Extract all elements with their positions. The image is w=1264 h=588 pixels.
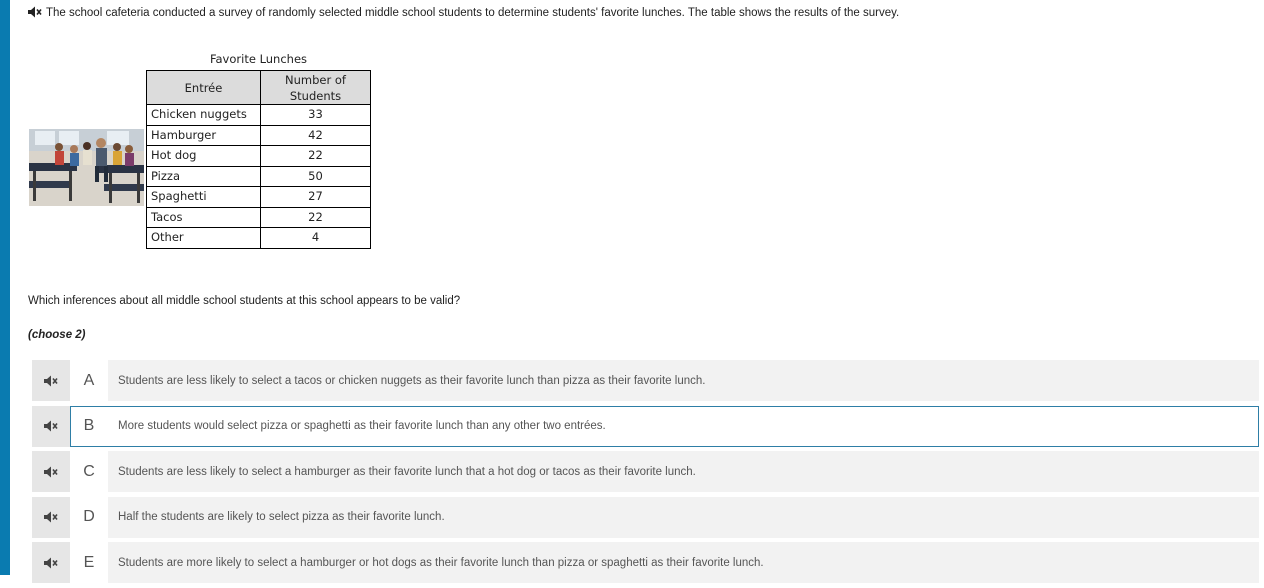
entree-cell: Tacos xyxy=(147,207,261,228)
mute-icon xyxy=(44,466,58,478)
answer-option-a[interactable] xyxy=(32,360,1259,401)
entree-cell: Pizza xyxy=(147,166,261,187)
option-letter: B xyxy=(70,406,108,447)
answer-option-c[interactable] xyxy=(32,451,1259,492)
table-row xyxy=(147,207,371,228)
students-cafeteria-photo xyxy=(29,129,144,206)
entree-cell: Hamburger xyxy=(147,125,261,146)
count-cell: 33 xyxy=(261,105,371,126)
count-cell: 22 xyxy=(261,146,371,167)
favorite-lunches-table xyxy=(146,52,371,249)
mute-button[interactable] xyxy=(32,360,70,401)
option-letter: A xyxy=(70,360,108,401)
mute-icon[interactable] xyxy=(28,6,42,18)
option-text: Students are more likely to select a hamburger or hot dogs as their favorite lunch than pizza or spaghetti as their favorite lunch. xyxy=(118,556,764,569)
answer-option-d[interactable] xyxy=(32,497,1259,538)
column-header-entree: Entrée xyxy=(147,71,261,105)
option-text: Students are less likely to select a tacos or chicken nuggets as their favorite lunch than pizza as their favorite lunch. xyxy=(118,374,706,387)
table-row xyxy=(147,146,371,167)
mute-icon xyxy=(44,420,58,432)
table-row xyxy=(147,125,371,146)
table-row xyxy=(147,228,371,249)
count-cell: 27 xyxy=(261,187,371,208)
count-cell: 22 xyxy=(261,207,371,228)
count-cell: 50 xyxy=(261,166,371,187)
entree-cell: Chicken nuggets xyxy=(147,105,261,126)
choose-instruction: (choose 2) xyxy=(28,329,86,341)
option-text: Half the students are likely to select pizza as their favorite lunch. xyxy=(118,511,445,523)
count-cell: 42 xyxy=(261,125,371,146)
mute-button[interactable] xyxy=(32,406,70,447)
prompt-text: The school cafeteria conducted a survey of randomly selected middle school students to determine students' favorite lunches. The table shows the results of the survey. xyxy=(46,7,900,19)
entree-cell: Hot dog xyxy=(147,146,261,167)
mute-icon xyxy=(44,557,58,569)
option-text: More students would select pizza or spaghetti as their favorite lunch than any other two entrées. xyxy=(118,420,606,432)
question-prompt xyxy=(28,6,899,20)
mute-button[interactable] xyxy=(32,451,70,492)
table-row xyxy=(147,166,371,187)
count-cell: 4 xyxy=(261,228,371,249)
table-row xyxy=(147,105,371,126)
mute-button[interactable] xyxy=(32,542,70,583)
answer-option-b[interactable] xyxy=(32,406,1259,447)
answer-option-e[interactable] xyxy=(32,542,1259,583)
mute-button[interactable] xyxy=(32,497,70,538)
left-accent-bar xyxy=(0,0,10,575)
question-text: Which inferences about all middle school students at this school appears to be valid? xyxy=(28,295,461,307)
mute-icon xyxy=(44,511,58,523)
answer-options xyxy=(32,360,1259,588)
table-title: Favorite Lunches xyxy=(209,52,308,66)
column-header-count: Number of Students xyxy=(261,71,371,105)
entree-cell: Spaghetti xyxy=(147,187,261,208)
option-letter: D xyxy=(70,497,108,538)
option-letter: E xyxy=(70,542,108,583)
mute-icon xyxy=(44,375,58,387)
option-letter: C xyxy=(70,451,108,492)
table-row xyxy=(147,187,371,208)
option-text: Students are less likely to select a hamburger as their favorite lunch that a hot dog or tacos as their favorite lunch. xyxy=(118,465,696,478)
entree-cell: Other xyxy=(147,228,261,249)
